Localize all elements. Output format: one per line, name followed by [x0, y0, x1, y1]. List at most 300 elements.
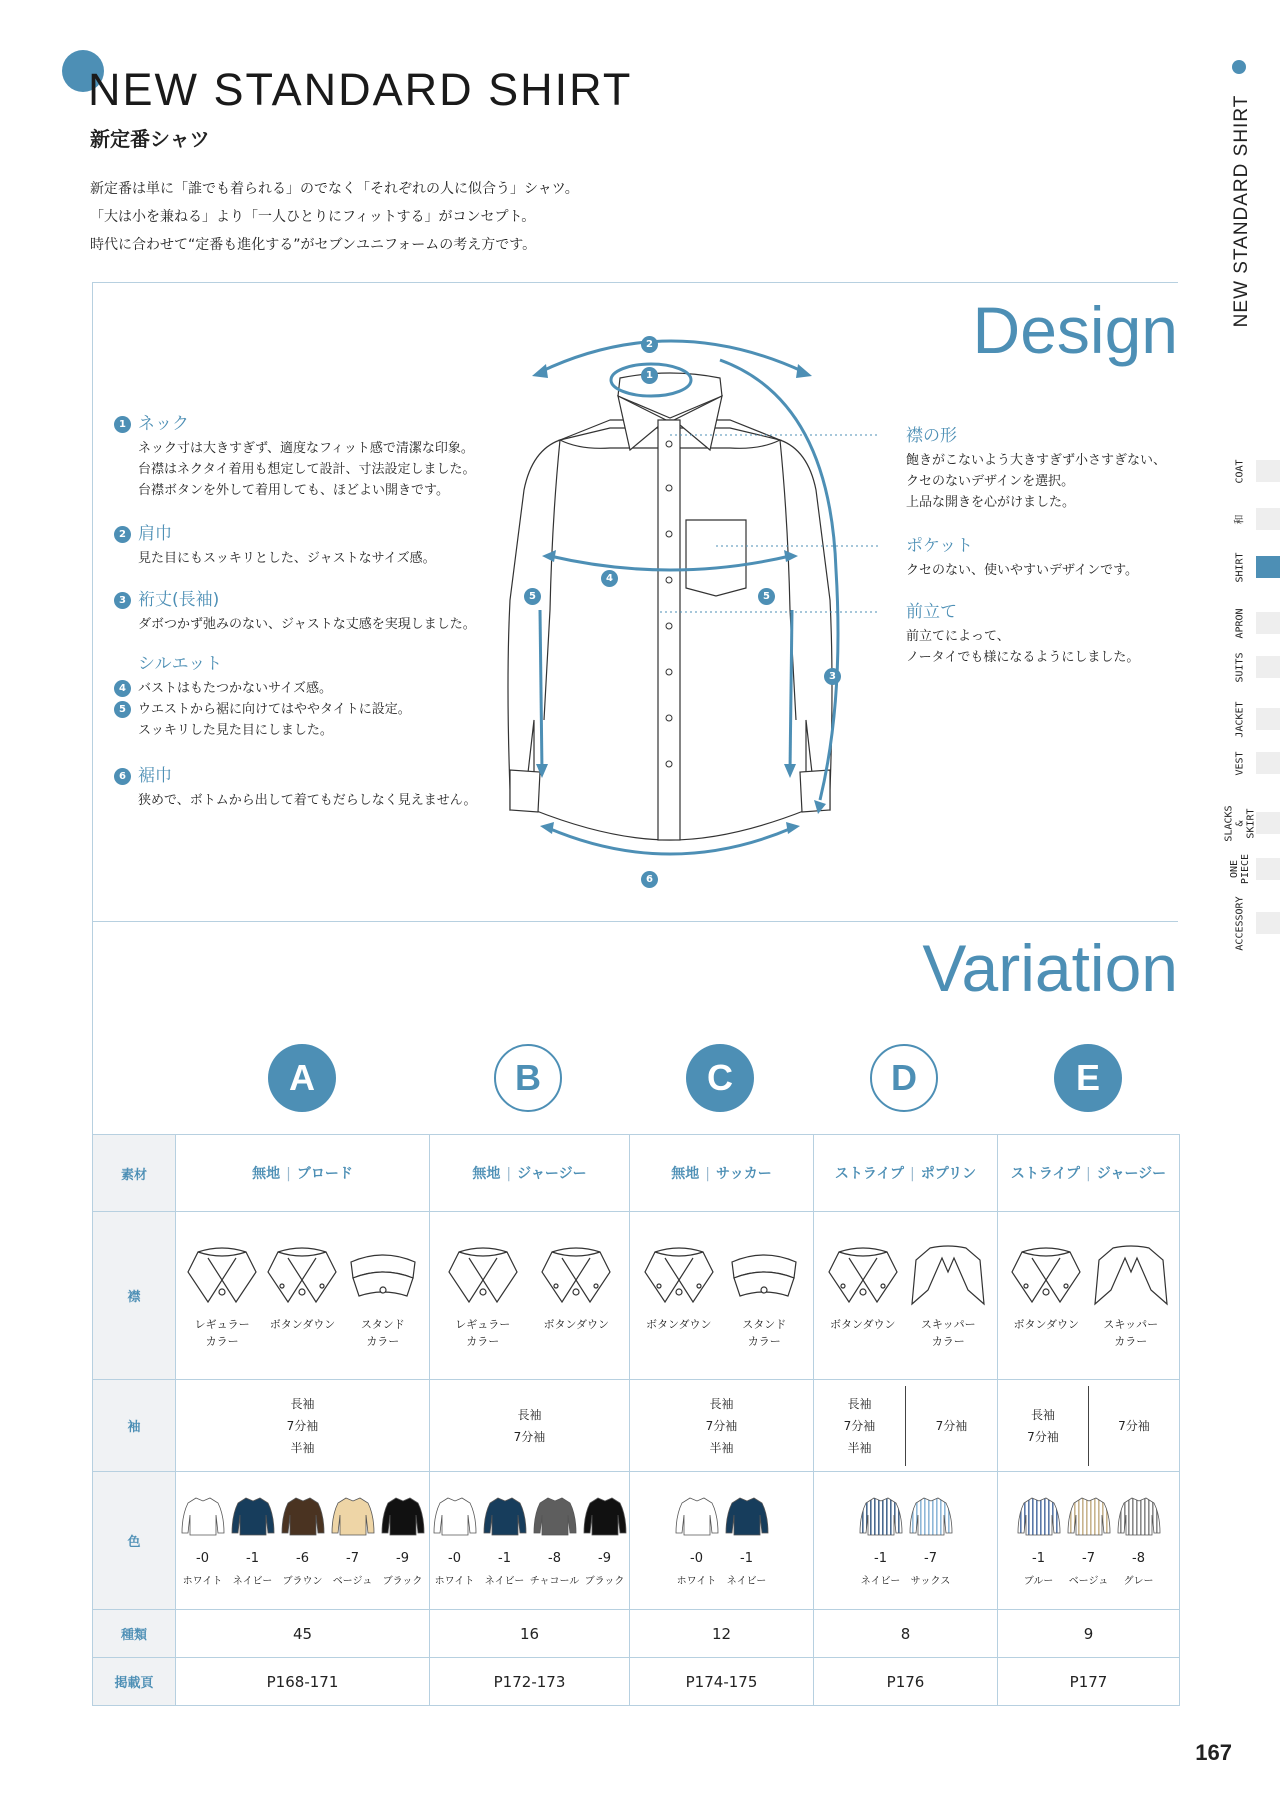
material-separator: | [910, 1166, 915, 1182]
collar-label [543, 1316, 609, 1333]
sleeve-option: 長袖 [290, 1396, 315, 1411]
color-name: チャコール [529, 1575, 580, 1587]
material-separator: | [1086, 1166, 1091, 1182]
color-option [909, 1495, 953, 1587]
color-code: -1 [246, 1550, 259, 1566]
design-heading: Design [972, 293, 1178, 367]
note-title: ネック [138, 414, 189, 434]
side-nav-accessory[interactable] [1220, 895, 1280, 951]
sleeve-list [430, 1404, 629, 1448]
color-code: -7 [346, 1550, 359, 1566]
side-nav-apron[interactable] [1220, 600, 1280, 646]
collar-label-line: ボタンダウン [645, 1317, 712, 1331]
color-name: ネイビー [860, 1575, 901, 1587]
collar-label-line: カラー [366, 1334, 400, 1348]
sleeve-split [998, 1386, 1179, 1466]
side-title-text: NEW STANDARD SHIRT [1231, 94, 1252, 328]
sleeve-option: 7分袖 [286, 1418, 319, 1433]
color-name: ネイビー [726, 1575, 767, 1587]
collar-option [639, 1242, 719, 1333]
side-nav-vest[interactable] [1220, 740, 1280, 786]
note-title: 裾巾 [138, 766, 172, 786]
variation-heading: Variation [922, 931, 1178, 1005]
material-separator: | [286, 1166, 291, 1182]
color-name: ホワイト [434, 1575, 475, 1587]
color-name: グレー [1123, 1575, 1154, 1587]
color-code: -1 [740, 1550, 753, 1566]
color-option [181, 1495, 225, 1587]
note-line: ネック寸は大きすぎず、適度なフィット感で清潔な印象。 [138, 441, 474, 456]
collar-list [630, 1242, 813, 1350]
material-name: ストライプ [834, 1166, 904, 1182]
material-fabric: ポプリン [920, 1166, 977, 1182]
shirt-color-swatch [330, 1495, 376, 1539]
note-title: 裄丈(長袖) [138, 590, 220, 610]
color-code: -7 [924, 1550, 937, 1566]
types-value: 45 [176, 1610, 430, 1658]
side-title [1226, 60, 1256, 340]
note-line: 狭めで、ボトムから出して着てもだらしなく見えません。 [138, 793, 477, 808]
collar-label-line: カラー [1114, 1334, 1148, 1348]
button [666, 577, 672, 583]
number-badge: 5 [114, 701, 131, 718]
nav-label: SLACKS & SKIRT [1223, 804, 1257, 842]
collar-label-line: ボタンダウン [543, 1317, 610, 1331]
color-name: ホワイト [182, 1575, 223, 1587]
nav-label: ACCESSORY [1234, 895, 1246, 951]
shirt-color-swatch [380, 1495, 426, 1539]
intro-line: 新定番は単に「誰でも着られる」のでなく「それぞれの人に似合う」シャツ。 [90, 181, 579, 197]
side-nav-slacks-skirt[interactable] [1220, 800, 1280, 846]
note-line: 見た目にもスッキリとした、ジャストなサイズ感。 [138, 551, 436, 566]
color-code: -1 [874, 1550, 887, 1566]
shirt-color-swatch [180, 1495, 226, 1539]
note-line: ダボつかず弛みのない、ジャストな丈感を実現しました。 [138, 617, 476, 632]
color-option [231, 1495, 275, 1587]
collar-label-line: レギュラー [455, 1317, 511, 1331]
left-cuff [510, 770, 540, 812]
shirt-color-swatch [482, 1495, 528, 1539]
material-name: 無地 [671, 1166, 700, 1182]
sleeve-cell [630, 1380, 814, 1472]
note-placket [906, 600, 1139, 668]
nav-label: JACKET [1234, 700, 1246, 738]
collar-label-line: ボタンダウン [269, 1317, 336, 1331]
nav-label: VEST [1234, 750, 1246, 776]
color-option [331, 1495, 375, 1587]
color-option [859, 1495, 903, 1587]
button [666, 531, 672, 537]
note-shoulder [118, 522, 436, 569]
nav-label: COAT [1234, 458, 1246, 484]
row-page [93, 1658, 1180, 1706]
page-ref-link[interactable]: P176 [814, 1658, 998, 1706]
sleeve-option: 半袖 [709, 1440, 734, 1455]
variation-badge-c: C [686, 1044, 754, 1112]
color-cell [998, 1472, 1180, 1610]
material-cell [998, 1135, 1180, 1212]
material-fabric: ブロード [296, 1166, 353, 1182]
color-code: -9 [598, 1550, 611, 1566]
color-code: -9 [396, 1550, 409, 1566]
skipper-collar-icon [1093, 1242, 1169, 1308]
color-option [1117, 1495, 1161, 1587]
regular-collar-icon [445, 1242, 521, 1308]
sleeve-cell [176, 1380, 430, 1472]
color-list [630, 1495, 813, 1587]
color-name: ブラック [584, 1575, 625, 1587]
stand-collar-icon [345, 1242, 421, 1308]
intro-text [90, 175, 579, 259]
diagram-number: 6 [641, 871, 658, 888]
row-label: 種類 [93, 1610, 176, 1658]
note-sleeve [118, 588, 476, 635]
collar-label-line: カラー [747, 1334, 781, 1348]
pocket [686, 520, 746, 596]
diagram-number: 5 [524, 588, 541, 605]
color-list [176, 1495, 429, 1587]
note-title: 前立て [906, 602, 957, 622]
buttondown-collar-icon [538, 1242, 614, 1308]
shirt-color-swatch [582, 1495, 628, 1539]
material-fabric: ジャージー [1096, 1166, 1167, 1182]
material-separator: | [705, 1166, 710, 1182]
nav-tab [1256, 656, 1280, 678]
note-title: ポケット [906, 536, 974, 556]
note-line: ノータイでも様になるようにしました。 [906, 650, 1140, 665]
sleeve-option: 長袖 [1030, 1407, 1055, 1422]
collar-label-line: カラー [931, 1334, 965, 1348]
placket [658, 420, 680, 840]
collar-list [814, 1242, 997, 1350]
color-list [814, 1495, 997, 1587]
collar-label-line: スタンド [742, 1317, 787, 1331]
color-code: -1 [1032, 1550, 1045, 1566]
button [666, 669, 672, 675]
color-option [725, 1495, 769, 1587]
note-line: 前立てによって、 [906, 629, 1010, 644]
note-line: 飽きがこないよう大きすぎず小さすぎない、 [906, 453, 1167, 468]
nav-tab-active [1256, 556, 1280, 578]
note-line: スッキリした見た目にしました。 [138, 723, 333, 738]
waist-measure-right [790, 610, 792, 772]
page-ref-link[interactable]: P172-173 [430, 1658, 630, 1706]
collar-option [823, 1242, 903, 1333]
collar-option [182, 1242, 262, 1350]
collar-label-line: カラー [205, 1334, 239, 1348]
page-subtitle: 新定番シャツ [90, 127, 210, 151]
collar-cell [814, 1212, 998, 1380]
nav-label: APRON [1234, 607, 1246, 639]
color-option [433, 1495, 477, 1587]
nav-tab [1256, 508, 1280, 530]
row-label: 襟 [93, 1212, 176, 1380]
color-code: -7 [1082, 1550, 1095, 1566]
collar-cell [998, 1212, 1180, 1380]
color-name: ブルー [1023, 1575, 1054, 1587]
color-name: ネイビー [484, 1575, 525, 1587]
waist-measure-left [540, 610, 542, 772]
color-option [529, 1495, 580, 1587]
note-silhouette [118, 652, 411, 741]
collar-list [998, 1242, 1179, 1350]
note-line: クセのないデザインを選択。 [906, 474, 1075, 489]
side-nav-coat[interactable] [1220, 448, 1280, 494]
note-line: ウエストから裾に向けてはややタイトに設定。 [138, 702, 411, 717]
side-title-dot [1232, 60, 1246, 74]
material-fabric: サッカー [715, 1166, 772, 1182]
button [666, 441, 672, 447]
side-nav-shirt[interactable] [1220, 544, 1280, 590]
diagram-number: 1 [641, 367, 658, 384]
sleeve-option: 7分袖 [705, 1418, 738, 1433]
color-cell [814, 1472, 998, 1610]
sleeve-option: 長袖 [517, 1407, 542, 1422]
nav-tab [1256, 708, 1280, 730]
shirt-color-swatch [674, 1495, 720, 1539]
nav-tab [1256, 858, 1280, 880]
types-value: 16 [430, 1610, 630, 1658]
nav-tab [1256, 460, 1280, 482]
shirt-diagram [460, 320, 880, 900]
page-ref-link[interactable]: P174-175 [630, 1658, 814, 1706]
variation-badge-b: B [494, 1044, 562, 1112]
sleeve-list [906, 1415, 997, 1437]
sleeve-cell [998, 1380, 1180, 1472]
shirt-color-swatch [280, 1495, 326, 1539]
material-name: 無地 [472, 1166, 501, 1182]
side-nav-jacket[interactable] [1220, 696, 1280, 742]
sleeve-list [176, 1393, 429, 1459]
shirt-color-swatch [908, 1495, 954, 1539]
collar-label [455, 1316, 510, 1350]
buttondown-collar-icon [825, 1242, 901, 1308]
collar-label [830, 1316, 896, 1333]
button [666, 715, 672, 721]
color-option [1017, 1495, 1061, 1587]
collar-option [1091, 1242, 1171, 1350]
sleeve-option: 半袖 [290, 1440, 315, 1455]
page-number: 167 [1195, 1740, 1232, 1765]
note-title: 襟の形 [906, 426, 957, 446]
side-nav-wa[interactable] [1220, 496, 1280, 542]
variation-frame-line [92, 922, 93, 1134]
sleeve-option: 7分袖 [843, 1418, 876, 1433]
row-sleeve [93, 1380, 1180, 1472]
number-badge: 1 [114, 416, 131, 433]
color-name: サックス [910, 1575, 951, 1587]
diagram-number: 5 [758, 588, 775, 605]
color-list [430, 1495, 629, 1587]
types-value: 8 [814, 1610, 998, 1658]
color-option [381, 1495, 425, 1587]
note-pocket [906, 534, 1138, 581]
color-name: ブラック [382, 1575, 423, 1587]
row-label: 色 [93, 1472, 176, 1610]
page-ref-link[interactable]: P168-171 [176, 1658, 430, 1706]
row-collar [93, 1212, 1180, 1380]
collar-label-line: カラー [466, 1334, 500, 1348]
material-cell [176, 1135, 430, 1212]
diagram-number: 4 [601, 570, 618, 587]
button [666, 485, 672, 491]
color-code: -0 [690, 1550, 703, 1566]
row-color [93, 1472, 1180, 1610]
nav-tab [1256, 912, 1280, 934]
sleeve-option: 長袖 [709, 1396, 734, 1411]
number-badge: 6 [114, 768, 131, 785]
collar-cell [430, 1212, 630, 1380]
color-code: -0 [196, 1550, 209, 1566]
shirt-color-swatch [230, 1495, 276, 1539]
collar-label [270, 1316, 336, 1333]
collar-option [443, 1242, 523, 1350]
material-name: ストライプ [1010, 1166, 1080, 1182]
shirt-color-swatch [1066, 1495, 1112, 1539]
nav-label: SHIRT [1234, 551, 1246, 583]
color-name: ベージュ [332, 1575, 373, 1587]
intro-line: 時代に合わせて“定番も進化する”がセブンユニフォームの考え方です。 [90, 237, 537, 253]
collar-option [724, 1242, 804, 1350]
material-cell [814, 1135, 998, 1212]
button [666, 623, 672, 629]
color-option [675, 1495, 719, 1587]
row-types [93, 1610, 1180, 1658]
shirt-color-swatch [1016, 1495, 1062, 1539]
material-name: 無地 [252, 1166, 281, 1182]
shirt-color-swatch [432, 1495, 478, 1539]
note-line: 上品な開きを心がけました。 [906, 495, 1076, 510]
shirt-color-swatch [858, 1495, 904, 1539]
sleeve-option: 7分袖 [1027, 1429, 1059, 1444]
color-name: ネイビー [232, 1575, 273, 1587]
note-hem [118, 764, 477, 811]
side-nav-suits[interactable] [1220, 644, 1280, 690]
collar-cell [176, 1212, 430, 1380]
variation-badge-a: A [268, 1044, 336, 1112]
row-label: 袖 [93, 1380, 176, 1472]
types-value: 9 [998, 1610, 1180, 1658]
material-cell [630, 1135, 814, 1212]
color-name: ブラウン [282, 1575, 323, 1587]
nav-tab [1256, 812, 1280, 834]
sleeve-option: 7分袖 [1118, 1418, 1150, 1433]
sleeve-list [630, 1393, 813, 1459]
collar-label [361, 1316, 405, 1350]
sleeve-list [998, 1404, 1088, 1448]
color-option [583, 1495, 627, 1587]
number-badge: 3 [114, 592, 131, 609]
color-option [483, 1495, 527, 1587]
note-line: 台襟はネクタイ着用も想定して設計、寸法設定しました。 [138, 462, 476, 477]
nav-label: 和 [1234, 514, 1246, 524]
color-code: -0 [448, 1550, 461, 1566]
color-cell [176, 1472, 430, 1610]
number-badge: 2 [114, 526, 131, 543]
number-badge: 4 [114, 680, 131, 697]
side-nav-one-piece[interactable] [1220, 846, 1280, 892]
collar-label [1103, 1316, 1158, 1350]
sleeve-option: 7分袖 [935, 1418, 968, 1433]
sleeve-cell [814, 1380, 998, 1472]
collar-list [176, 1242, 429, 1350]
diagram-number: 2 [641, 336, 658, 353]
shirt-color-swatch [532, 1495, 578, 1539]
collar-label-line: スタンド [360, 1317, 405, 1331]
sleeve-option: 長袖 [847, 1396, 872, 1411]
color-code: -6 [296, 1550, 309, 1566]
collar-option [1006, 1242, 1086, 1333]
note-neck [118, 412, 475, 501]
stand-collar-icon [726, 1242, 802, 1308]
color-cell [430, 1472, 630, 1610]
diagram-number: 3 [824, 668, 841, 685]
variation-badge-d: D [870, 1044, 938, 1112]
nav-label: SUITS [1234, 651, 1246, 683]
color-code: -8 [548, 1550, 561, 1566]
collar-cell [630, 1212, 814, 1380]
note-collar-shape [906, 424, 1166, 513]
collar-label [195, 1316, 250, 1350]
buttondown-collar-icon [1008, 1242, 1084, 1308]
variation-table [92, 1134, 1180, 1706]
collar-option [343, 1242, 423, 1350]
collar-option [536, 1242, 616, 1333]
note-line: クセのない、使いやすいデザインです。 [906, 563, 1139, 578]
sleeve-cell [430, 1380, 630, 1472]
note-line: 台襟ボタンを外して着用しても、ほどよい開きです。 [138, 483, 449, 498]
sleeve-split [814, 1386, 997, 1466]
collar-label [921, 1316, 976, 1350]
color-name: ホワイト [676, 1575, 717, 1587]
color-cell [630, 1472, 814, 1610]
nav-tab [1256, 752, 1280, 774]
sleeve-list [814, 1393, 905, 1459]
buttondown-collar-icon [641, 1242, 717, 1308]
color-code: -1 [498, 1550, 511, 1566]
nav-tab [1256, 612, 1280, 634]
collar-label [742, 1316, 786, 1350]
page-ref-link[interactable]: P177 [998, 1658, 1180, 1706]
sleeve-list [1089, 1415, 1179, 1437]
collar-option [262, 1242, 342, 1333]
color-code: -8 [1132, 1550, 1145, 1566]
row-material [93, 1135, 1180, 1212]
collar-label-line: スキッパー [1103, 1317, 1159, 1331]
note-title: 肩巾 [138, 524, 172, 544]
nav-label: ONE PIECE [1229, 853, 1251, 885]
shirt-color-swatch [724, 1495, 770, 1539]
material-cell [430, 1135, 630, 1212]
button [666, 761, 672, 767]
collar-option [908, 1242, 988, 1350]
skipper-collar-icon [910, 1242, 986, 1308]
variation-badge-e: E [1054, 1044, 1122, 1112]
collar-label [646, 1316, 712, 1333]
intro-line: 「大は小を兼ねる」より「一人ひとりにフィットする」がコンセプト。 [90, 209, 536, 225]
regular-collar-icon [184, 1242, 260, 1308]
color-name: ベージュ [1068, 1575, 1109, 1587]
row-label: 素材 [93, 1135, 176, 1212]
collar-label-line: ボタンダウン [1013, 1317, 1080, 1331]
material-fabric: ジャージー [517, 1166, 587, 1182]
collar-list [430, 1242, 629, 1350]
row-label: 掲載頁 [93, 1658, 176, 1706]
collar-label [1013, 1316, 1079, 1333]
collar-label-line: スキッパー [920, 1317, 976, 1331]
material-separator: | [506, 1166, 512, 1182]
sleeve-option: 7分袖 [513, 1429, 546, 1444]
